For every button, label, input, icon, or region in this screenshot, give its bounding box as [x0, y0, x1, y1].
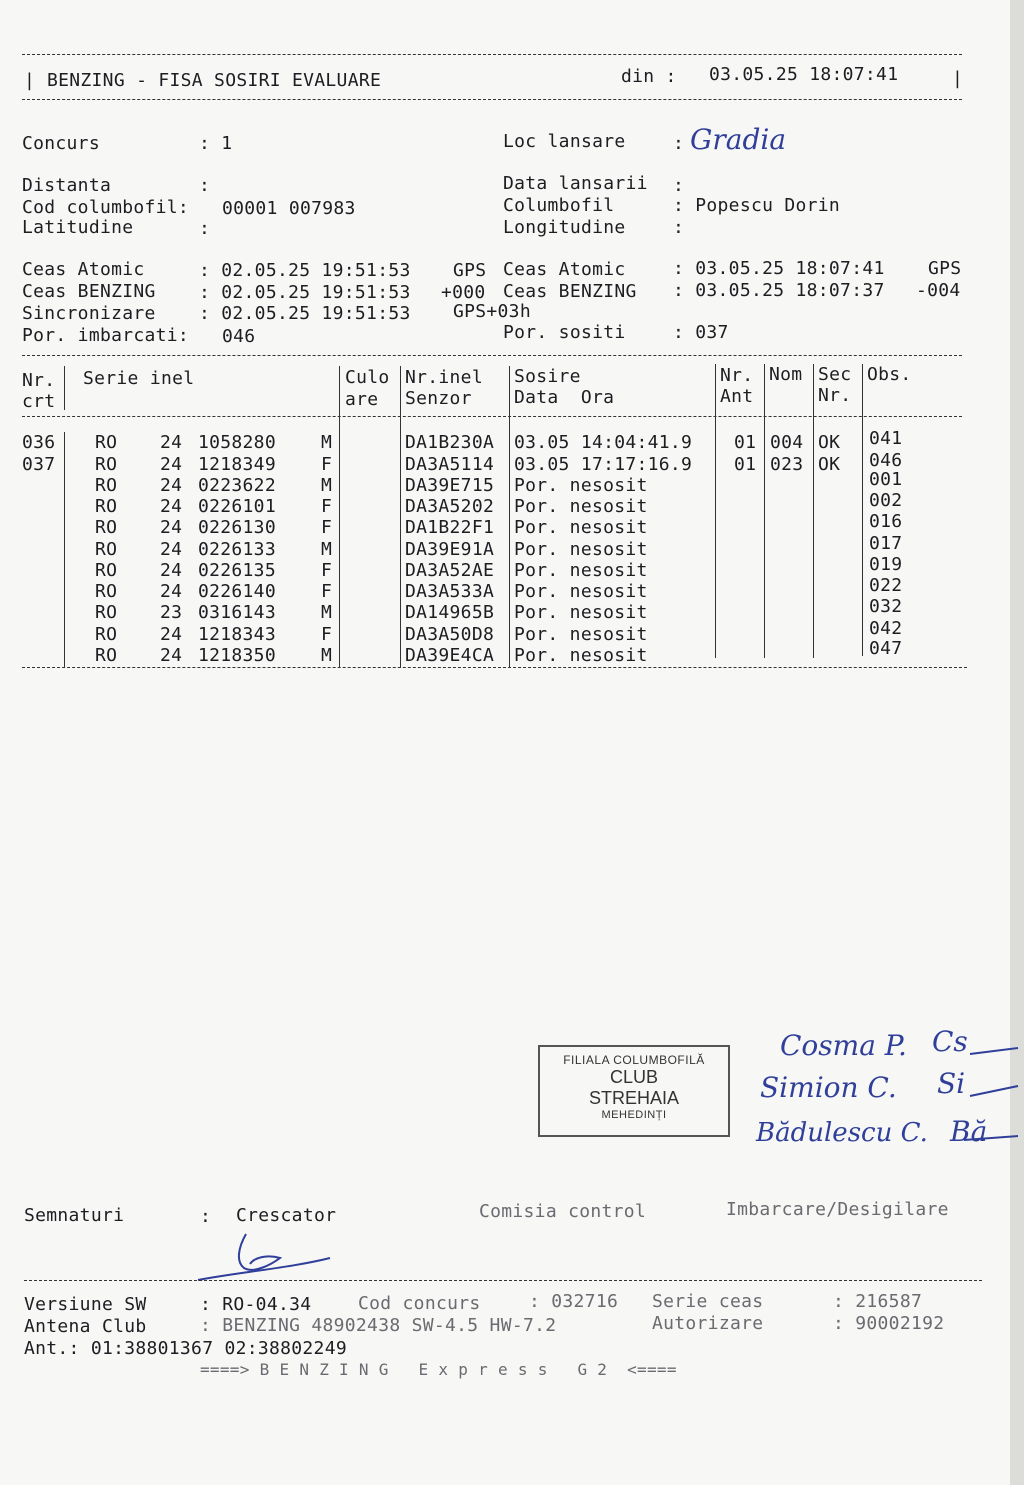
loc-lansare-label: Loc lansare — [503, 131, 626, 152]
cell-ant: 01 — [734, 432, 757, 453]
col-sosire-header: Sosire — [514, 366, 581, 387]
cell-sex: M — [321, 602, 333, 623]
cell-senzor: DA1B22F1 — [405, 517, 495, 538]
sincronizare-label: Sincronizare — [22, 303, 156, 324]
cell-obs: 041 — [869, 428, 903, 449]
handwritten-signature-1: Cs — [932, 1025, 968, 1058]
autorizare-value: : 90002192 — [833, 1313, 945, 1334]
cell-sosire: 03.05 17:17:16.9 — [514, 454, 693, 475]
cell-nom: 023 — [770, 454, 804, 475]
semnaturi-label: Semnaturi — [24, 1205, 125, 1226]
cell-inel: 1218350 — [198, 645, 276, 666]
col-nr-header: Nr. — [22, 370, 56, 391]
table-row — [0, 428, 1010, 454]
col-ant-header: Ant — [720, 386, 754, 407]
crescator-signature — [180, 1228, 350, 1288]
cell-inel: 0226135 — [198, 560, 276, 581]
cod-concurs-value: : 032716 — [529, 1291, 619, 1312]
longitudine-label: Longitudine — [503, 217, 626, 238]
cell-tara: RO — [95, 475, 118, 496]
cell-tara: RO — [95, 517, 118, 538]
header-right-bar: | — [952, 68, 964, 89]
cell-senzor: DA3A50D8 — [405, 624, 495, 645]
cell-obs: 022 — [869, 575, 903, 596]
benzing-brand-line: ====> B E N Z I N G E x p r e s s G 2 <==== — [200, 1360, 677, 1379]
cell-obs: 047 — [869, 638, 903, 659]
cell-sex: M — [321, 432, 333, 453]
data-lansarii-value: : — [673, 175, 685, 196]
cell-sec: OK — [818, 432, 841, 453]
cell-senzor: DA14965B — [405, 602, 495, 623]
cell-crt: 036 — [22, 432, 56, 453]
table-row — [0, 638, 1010, 667]
cell-an: 24 — [160, 496, 183, 517]
header-top-rule — [22, 54, 962, 55]
por-sositi-value: : 037 — [673, 322, 729, 343]
cell-an: 23 — [160, 602, 183, 623]
cell-sex: F — [321, 624, 333, 645]
paper-edge — [1010, 0, 1024, 1485]
por-sositi-label: Por. sositi — [503, 322, 626, 343]
handwritten-name-2: Simion C. — [760, 1071, 897, 1104]
concurs-label: Concurs — [22, 133, 100, 154]
cell-sosire: Por. nesosit — [514, 517, 648, 538]
cell-tara: RO — [95, 432, 118, 453]
serie-ceas-label: Serie ceas — [652, 1291, 764, 1312]
sincronizare-value: : 02.05.25 19:51:53 — [199, 303, 411, 324]
imbarcare-label: Imbarcare/Desigilare — [726, 1199, 949, 1220]
loc-lansare-handwritten: Gradia — [690, 123, 787, 156]
por-imbarcati-value: 046 — [222, 326, 256, 347]
cell-sosire: Por. nesosit — [514, 624, 648, 645]
cell-obs: 016 — [869, 511, 903, 532]
table-bottom-rule — [22, 667, 967, 668]
col-nom-header: Nom — [769, 364, 803, 385]
table-row — [0, 618, 1010, 646]
cell-inel: 0223622 — [198, 475, 276, 496]
cell-sex: M — [321, 539, 333, 560]
versiune-label: Versiune SW — [24, 1294, 147, 1315]
serie-ceas-value: : 216587 — [833, 1291, 923, 1312]
cell-an: 24 — [160, 454, 183, 475]
header-bottom-rule — [22, 99, 962, 100]
crescator-label: Crescator — [236, 1205, 337, 1226]
cell-inel: 1218343 — [198, 624, 276, 645]
cell-inel: 0226133 — [198, 539, 276, 560]
cell-sex: F — [321, 560, 333, 581]
club-stamp — [538, 1045, 730, 1137]
report-title: BENZING - FISA SOSIRI EVALUARE — [47, 70, 382, 91]
handwritten-name-1: Cosma P. — [780, 1029, 907, 1062]
cod-concurs-label: Cod concurs — [358, 1293, 481, 1314]
col-nr-ant-header: Nr. — [720, 365, 754, 386]
stamp-line-3: STREHAIA — [588, 1088, 680, 1108]
cell-an: 24 — [160, 539, 183, 560]
cell-crt: 037 — [22, 454, 56, 475]
col-obs-header: Obs. — [867, 364, 912, 385]
cell-sex: F — [321, 496, 333, 517]
antena-label: Antena Club — [24, 1316, 147, 1337]
ceas-benzing-end-offset: -004 — [916, 280, 961, 301]
cell-tara: RO — [95, 560, 118, 581]
antenna-ids: Ant.: 01:38801367 02:38802249 — [24, 1338, 347, 1359]
report-date: 03.05.25 18:07:41 — [709, 64, 899, 85]
cell-senzor: DA1B230A — [405, 432, 495, 453]
cell-sex: F — [321, 454, 333, 475]
cell-an: 24 — [160, 645, 183, 666]
ceas-benzing-start: : 02.05.25 19:51:53 — [199, 282, 411, 303]
cell-inel: 0226140 — [198, 581, 276, 602]
ceas-benzing-start-offset: +000 — [441, 282, 486, 303]
table-row — [0, 511, 1010, 539]
table-row — [0, 450, 1010, 476]
handwritten-signature-3: Bă — [950, 1115, 988, 1148]
cod-columbofil-value: 00001 007983 — [222, 198, 356, 219]
table-row — [0, 490, 1010, 518]
loc-lansare-sep: : — [673, 133, 685, 154]
cell-sex: M — [321, 475, 333, 496]
cell-obs: 046 — [869, 450, 903, 471]
header-left-bar: | — [24, 70, 36, 91]
concurs-value: : 1 — [199, 133, 233, 154]
col-sep — [64, 366, 65, 410]
stamp-line-4: MEHEDINȚI — [601, 1109, 667, 1121]
ceas-benzing-label: Ceas BENZING — [22, 281, 156, 302]
longitudine-value: : — [673, 217, 685, 238]
cell-sosire: 03.05 14:04:41.9 — [514, 432, 693, 453]
distanta-value: : — [199, 175, 211, 196]
cell-inel: 0226130 — [198, 517, 276, 538]
cell-sosire: Por. nesosit — [514, 645, 648, 666]
report-date-label: din : — [621, 66, 677, 87]
ceas-atomic-start-source: GPS — [453, 260, 487, 281]
cell-tara: RO — [95, 539, 118, 560]
cell-senzor: DA39E91A — [405, 539, 495, 560]
stamp-line-2: CLUB — [609, 1067, 658, 1087]
latitudine-label: Latitudine — [22, 217, 134, 238]
cell-tara: RO — [95, 581, 118, 602]
cell-inel: 0226101 — [198, 496, 276, 517]
signature-strokes — [930, 1040, 1020, 1150]
table-row — [0, 596, 1010, 624]
ceas-atomic-label: Ceas Atomic — [22, 259, 145, 280]
cell-sex: M — [321, 645, 333, 666]
cell-sosire: Por. nesosit — [514, 539, 648, 560]
cell-senzor: DA3A5202 — [405, 496, 495, 517]
ceas-atomic-end-source: GPS — [928, 258, 962, 279]
cell-an: 24 — [160, 475, 183, 496]
cell-senzor: DA39E715 — [405, 475, 495, 496]
cell-tara: RO — [95, 454, 118, 475]
cell-obs: 001 — [869, 469, 903, 490]
cell-inel: 1218349 — [198, 454, 276, 475]
stamp-line-1: FILIALA COLUMBOFILĂ — [563, 1053, 705, 1067]
cell-tara: RO — [95, 602, 118, 623]
cell-sosire: Por. nesosit — [514, 475, 648, 496]
ceas-atomic-end-label: Ceas Atomic — [503, 259, 626, 280]
cell-senzor: DA3A52AE — [405, 560, 495, 581]
table-header-rule — [22, 416, 962, 417]
antena-value: : BENZING 48902438 SW-4.5 HW-7.2 — [200, 1315, 557, 1336]
cod-columbofil-label: Cod columbofil: — [22, 197, 190, 218]
cell-senzor: DA3A5114 — [405, 454, 495, 475]
sincronizare-timezone: GPS+03h — [453, 301, 531, 322]
cell-tara: RO — [95, 645, 118, 666]
cell-an: 24 — [160, 624, 183, 645]
cell-senzor: DA39E4CA — [405, 645, 495, 666]
col-sec-header: Sec — [818, 364, 852, 385]
col-senzor-header: Senzor — [405, 388, 472, 409]
ceas-atomic-start: : 02.05.25 19:51:53 — [199, 260, 411, 281]
cell-inel: 1058280 — [198, 432, 276, 453]
cell-tara: RO — [95, 624, 118, 645]
columbofil-label: Columbofil — [503, 195, 615, 216]
cell-senzor: DA3A533A — [405, 581, 495, 602]
data-lansarii-label: Data lansarii — [503, 173, 648, 194]
cell-obs: 032 — [869, 596, 903, 617]
col-serie-header: Serie inel — [83, 368, 195, 389]
table-row — [0, 533, 1010, 561]
autorizare-label: Autorizare — [652, 1313, 764, 1334]
comisia-control-label: Comisia control — [479, 1201, 647, 1222]
col-are-header: are — [345, 389, 379, 410]
cell-sosire: Por. nesosit — [514, 602, 648, 623]
handwritten-name-3: Bădulescu C. — [756, 1118, 928, 1148]
col-crt-header: crt — [22, 391, 56, 412]
cell-sex: F — [321, 517, 333, 538]
footer-rule — [24, 1280, 982, 1281]
por-imbarcati-label: Por. imbarcati: — [22, 325, 190, 346]
table-row — [0, 575, 1010, 603]
table-row — [0, 469, 1010, 497]
semnaturi-sep: : — [200, 1206, 212, 1227]
columbofil-value: : Popescu Dorin — [673, 195, 841, 216]
col-culo-header: Culo — [345, 367, 390, 388]
cell-obs: 002 — [869, 490, 903, 511]
ceas-benzing-end-label: Ceas BENZING — [503, 281, 637, 302]
cell-ant: 01 — [734, 454, 757, 475]
cell-sosire: Por. nesosit — [514, 496, 648, 517]
latitudine-value: : — [199, 218, 211, 239]
ceas-atomic-end: : 03.05.25 18:07:41 — [673, 258, 885, 279]
cell-sosire: Por. nesosit — [514, 581, 648, 602]
ceas-benzing-end: : 03.05.25 18:07:37 — [673, 280, 885, 301]
cell-sex: F — [321, 581, 333, 602]
cell-inel: 0316143 — [198, 602, 276, 623]
cell-an: 24 — [160, 517, 183, 538]
table-row — [0, 554, 1010, 582]
versiune-value: : RO-04.34 — [200, 1294, 312, 1315]
cell-an: 24 — [160, 560, 183, 581]
cell-sec: OK — [818, 454, 841, 475]
col-nrinel-header: Nr.inel — [405, 367, 483, 388]
cell-obs: 042 — [869, 618, 903, 639]
handwritten-signature-2: Si — [937, 1067, 966, 1100]
cell-tara: RO — [95, 496, 118, 517]
distanta-label: Distanta — [22, 175, 112, 196]
cell-obs: 019 — [869, 554, 903, 575]
cell-nom: 004 — [770, 432, 804, 453]
table-top-rule — [22, 355, 962, 356]
cell-an: 24 — [160, 581, 183, 602]
cell-obs: 017 — [869, 533, 903, 554]
cell-sosire: Por. nesosit — [514, 560, 648, 581]
col-secnr-header: Nr. — [818, 385, 852, 406]
cell-an: 24 — [160, 432, 183, 453]
col-dataora-header: Data Ora — [514, 387, 615, 408]
